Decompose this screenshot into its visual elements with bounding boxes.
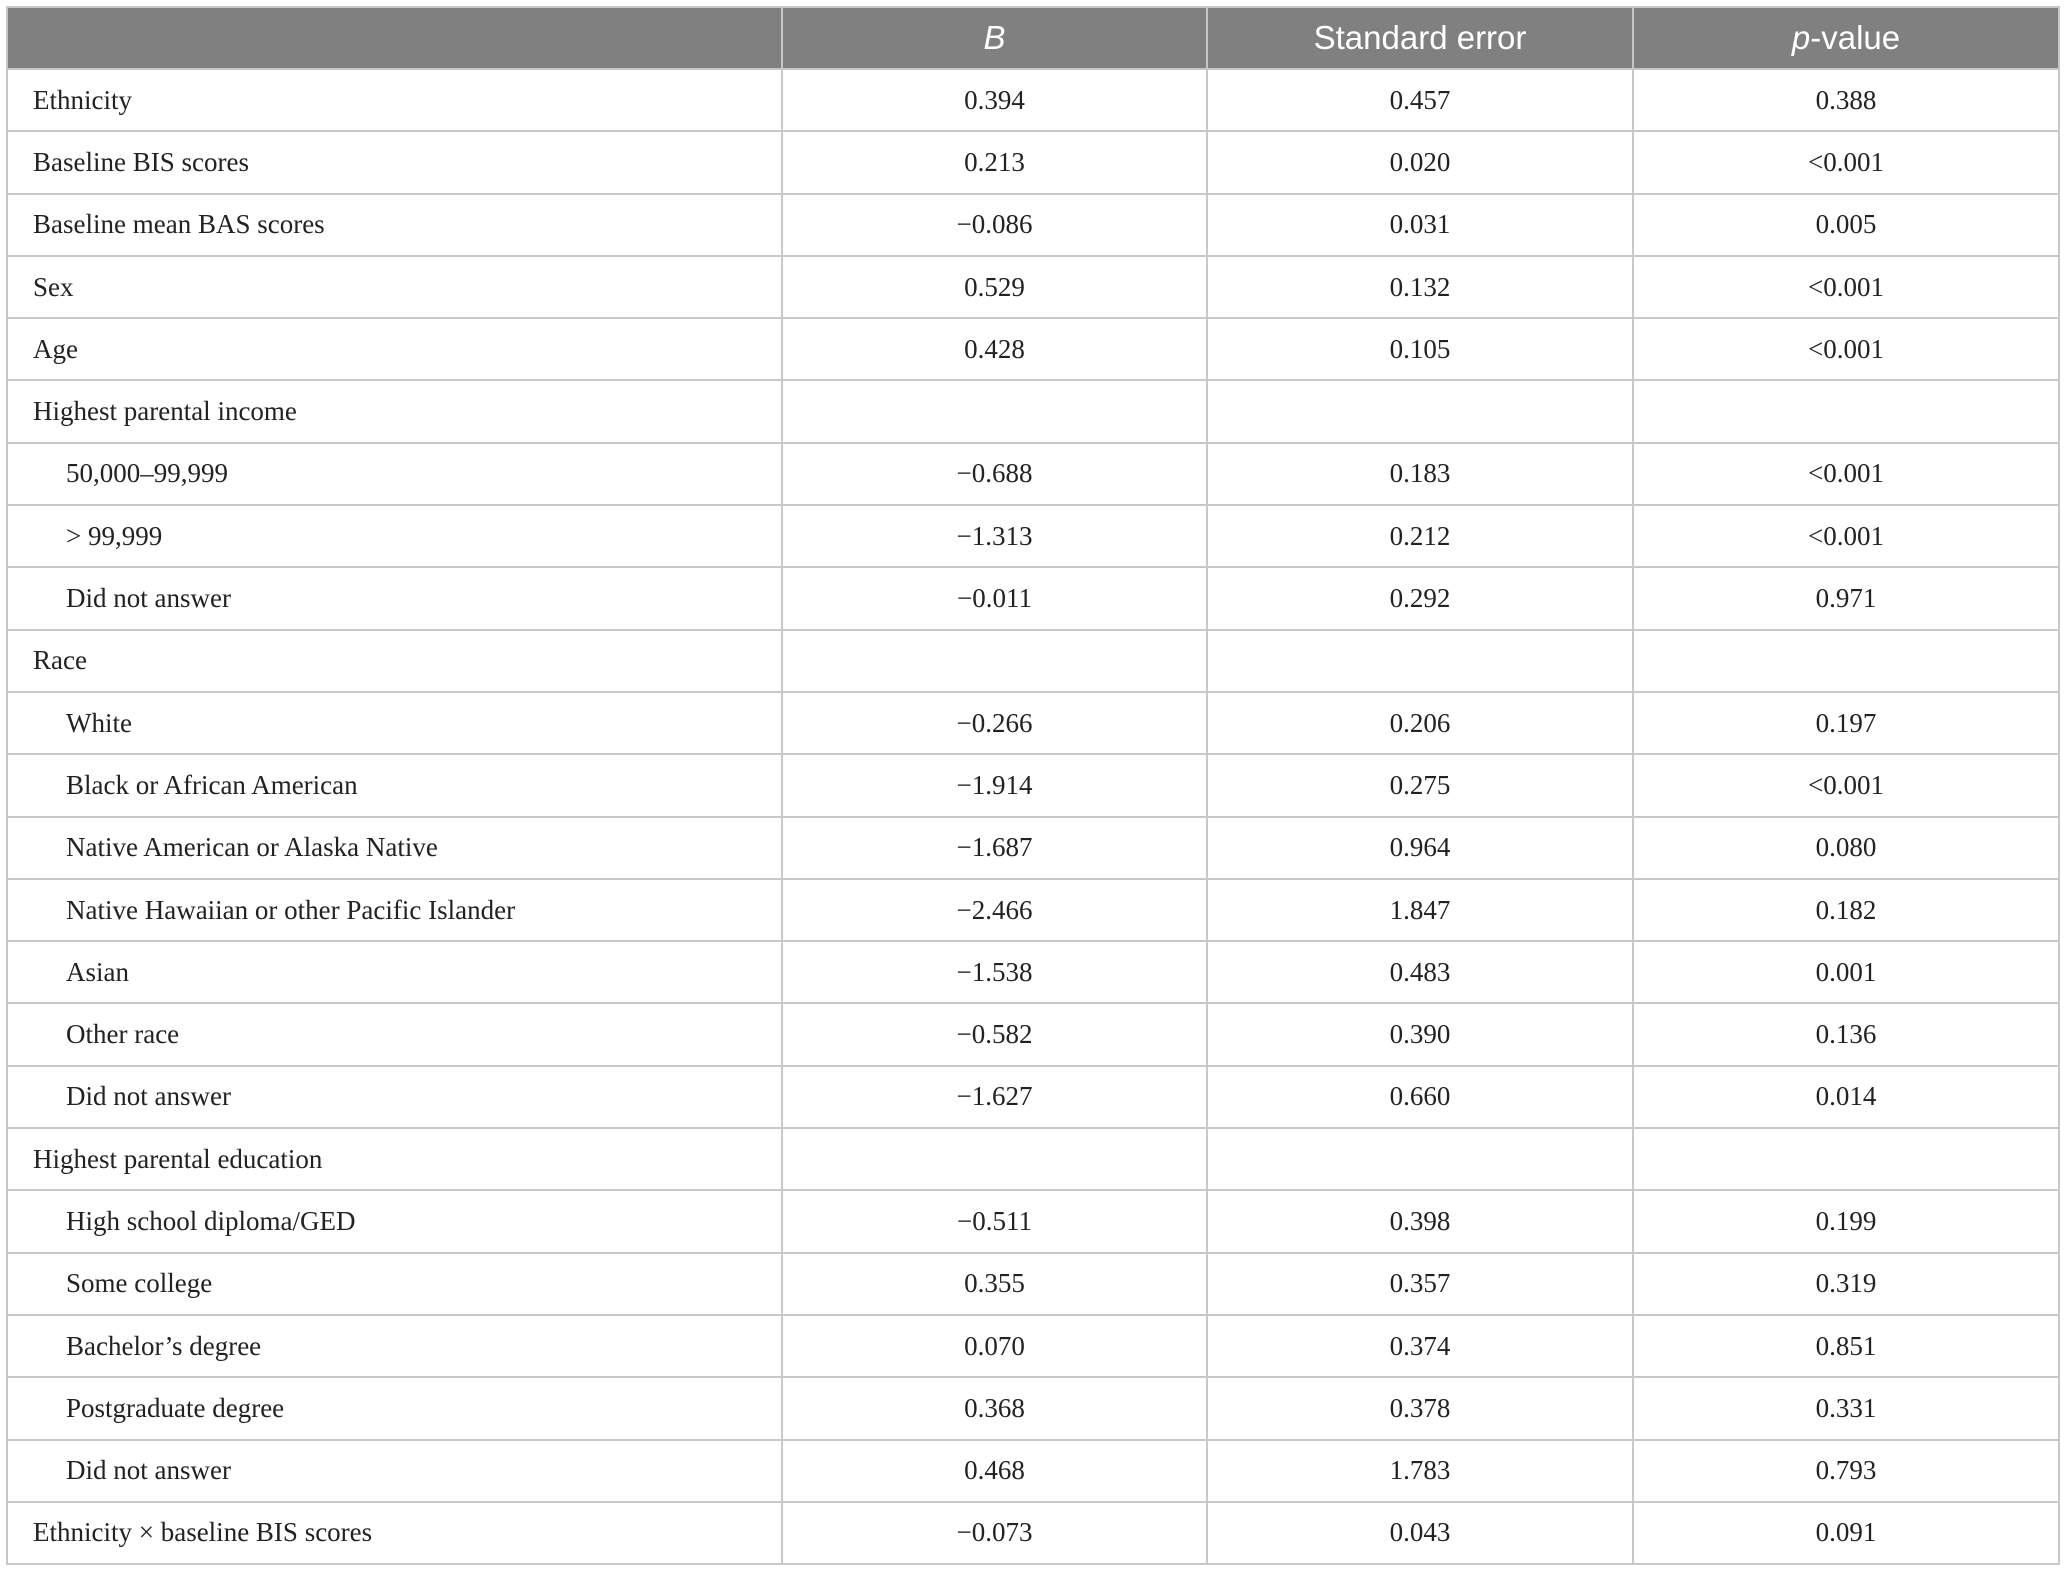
standard-error-cell: 1.783 bbox=[1207, 1440, 1633, 1502]
row-label: Native American or Alaska Native bbox=[7, 817, 782, 879]
standard-error-cell: 0.964 bbox=[1207, 817, 1633, 879]
standard-error-cell: 0.483 bbox=[1207, 941, 1633, 1003]
b-value-cell: 0.213 bbox=[782, 131, 1207, 193]
row-label: Baseline BIS scores bbox=[7, 131, 782, 193]
table-row bbox=[7, 1253, 2059, 1315]
standard-error-cell: 0.105 bbox=[1207, 318, 1633, 380]
row-label: Did not answer bbox=[7, 567, 782, 629]
standard-error-cell: 0.031 bbox=[1207, 194, 1633, 256]
standard-error-cell: 0.043 bbox=[1207, 1502, 1633, 1564]
b-value-cell bbox=[782, 1128, 1207, 1190]
p-value-cell: 0.388 bbox=[1633, 69, 2059, 131]
table-row bbox=[7, 256, 2059, 318]
b-value-cell: 0.529 bbox=[782, 256, 1207, 318]
standard-error-cell: 0.132 bbox=[1207, 256, 1633, 318]
row-label: Other race bbox=[7, 1003, 782, 1065]
row-label: High school diploma/GED bbox=[7, 1190, 782, 1252]
p-value-cell: 0.319 bbox=[1633, 1253, 2059, 1315]
row-label: Postgraduate degree bbox=[7, 1377, 782, 1439]
b-value-cell: −1.687 bbox=[782, 817, 1207, 879]
table-row bbox=[7, 817, 2059, 879]
table-row bbox=[7, 692, 2059, 754]
standard-error-cell: 0.374 bbox=[1207, 1315, 1633, 1377]
table-row bbox=[7, 1440, 2059, 1502]
p-value-cell bbox=[1633, 630, 2059, 692]
p-value-cell: 0.793 bbox=[1633, 1440, 2059, 1502]
row-label: 50,000–99,999 bbox=[7, 443, 782, 505]
standard-error-cell: 0.212 bbox=[1207, 505, 1633, 567]
b-value-cell: −0.073 bbox=[782, 1502, 1207, 1564]
b-value-cell: −1.914 bbox=[782, 754, 1207, 816]
standard-error-cell: 1.847 bbox=[1207, 879, 1633, 941]
header-standard-error: Standard error bbox=[1207, 7, 1633, 69]
row-label: Did not answer bbox=[7, 1066, 782, 1128]
b-value-cell: −0.582 bbox=[782, 1003, 1207, 1065]
p-value-cell: 0.080 bbox=[1633, 817, 2059, 879]
table-row bbox=[7, 69, 2059, 131]
p-value-cell bbox=[1633, 1128, 2059, 1190]
b-value-cell: −1.313 bbox=[782, 505, 1207, 567]
row-label: Race bbox=[7, 630, 782, 692]
standard-error-cell: 0.206 bbox=[1207, 692, 1633, 754]
header-p-italic: p bbox=[1791, 19, 1811, 56]
p-value-cell: <0.001 bbox=[1633, 318, 2059, 380]
header-label-cell bbox=[7, 7, 782, 69]
table-row bbox=[7, 131, 2059, 193]
table-row bbox=[7, 443, 2059, 505]
header-p-rest: -value bbox=[1810, 19, 1901, 56]
table-row bbox=[7, 1315, 2059, 1377]
b-value-cell bbox=[782, 630, 1207, 692]
standard-error-cell bbox=[1207, 630, 1633, 692]
table-row bbox=[7, 380, 2059, 442]
regression-table bbox=[6, 6, 2060, 1565]
standard-error-cell: 0.457 bbox=[1207, 69, 1633, 131]
p-value-cell: 0.014 bbox=[1633, 1066, 2059, 1128]
table-row bbox=[7, 1502, 2059, 1564]
p-value-cell: 0.197 bbox=[1633, 692, 2059, 754]
p-value-cell: 0.199 bbox=[1633, 1190, 2059, 1252]
b-value-cell: −2.466 bbox=[782, 879, 1207, 941]
table-row bbox=[7, 1190, 2059, 1252]
p-value-cell: 0.971 bbox=[1633, 567, 2059, 629]
p-value-cell: <0.001 bbox=[1633, 754, 2059, 816]
standard-error-cell: 0.357 bbox=[1207, 1253, 1633, 1315]
b-value-cell: −0.511 bbox=[782, 1190, 1207, 1252]
row-label: Asian bbox=[7, 941, 782, 1003]
standard-error-cell: 0.275 bbox=[1207, 754, 1633, 816]
b-value-cell bbox=[782, 380, 1207, 442]
table-row bbox=[7, 754, 2059, 816]
b-value-cell: 0.355 bbox=[782, 1253, 1207, 1315]
p-value-cell: 0.182 bbox=[1633, 879, 2059, 941]
b-value-cell: −0.266 bbox=[782, 692, 1207, 754]
row-label: Some college bbox=[7, 1253, 782, 1315]
header-b: B bbox=[782, 7, 1207, 69]
table-row bbox=[7, 941, 2059, 1003]
standard-error-cell: 0.660 bbox=[1207, 1066, 1633, 1128]
standard-error-cell: 0.020 bbox=[1207, 131, 1633, 193]
table-row bbox=[7, 630, 2059, 692]
b-value-cell: −0.011 bbox=[782, 567, 1207, 629]
b-value-cell: 0.468 bbox=[782, 1440, 1207, 1502]
table-row bbox=[7, 1066, 2059, 1128]
b-value-cell: −0.688 bbox=[782, 443, 1207, 505]
standard-error-cell: 0.378 bbox=[1207, 1377, 1633, 1439]
p-value-cell: <0.001 bbox=[1633, 256, 2059, 318]
b-value-cell: −0.086 bbox=[782, 194, 1207, 256]
table-row bbox=[7, 505, 2059, 567]
header-row bbox=[7, 7, 2059, 69]
standard-error-cell: 0.390 bbox=[1207, 1003, 1633, 1065]
table-header bbox=[7, 7, 2059, 69]
row-label: Baseline mean BAS scores bbox=[7, 194, 782, 256]
table-body bbox=[7, 69, 2059, 1564]
row-label: Ethnicity × baseline BIS scores bbox=[7, 1502, 782, 1564]
b-value-cell: 0.428 bbox=[782, 318, 1207, 380]
table-row bbox=[7, 318, 2059, 380]
p-value-cell: <0.001 bbox=[1633, 131, 2059, 193]
row-label: Bachelor’s degree bbox=[7, 1315, 782, 1377]
row-label: Sex bbox=[7, 256, 782, 318]
row-label: Native Hawaiian or other Pacific Islander bbox=[7, 879, 782, 941]
p-value-cell: <0.001 bbox=[1633, 443, 2059, 505]
standard-error-cell bbox=[1207, 380, 1633, 442]
table-row bbox=[7, 879, 2059, 941]
b-value-cell: 0.394 bbox=[782, 69, 1207, 131]
p-value-cell bbox=[1633, 380, 2059, 442]
standard-error-cell: 0.292 bbox=[1207, 567, 1633, 629]
row-label: > 99,999 bbox=[7, 505, 782, 567]
row-label: Black or African American bbox=[7, 754, 782, 816]
p-value-cell: 0.331 bbox=[1633, 1377, 2059, 1439]
b-value-cell: 0.368 bbox=[782, 1377, 1207, 1439]
row-label: Ethnicity bbox=[7, 69, 782, 131]
p-value-cell: 0.091 bbox=[1633, 1502, 2059, 1564]
table-row bbox=[7, 1377, 2059, 1439]
b-value-cell: −1.538 bbox=[782, 941, 1207, 1003]
table-row bbox=[7, 1128, 2059, 1190]
p-value-cell: 0.851 bbox=[1633, 1315, 2059, 1377]
row-label: Age bbox=[7, 318, 782, 380]
standard-error-cell: 0.398 bbox=[1207, 1190, 1633, 1252]
b-value-cell: 0.070 bbox=[782, 1315, 1207, 1377]
b-value-cell: −1.627 bbox=[782, 1066, 1207, 1128]
row-label: Highest parental income bbox=[7, 380, 782, 442]
row-label: Did not answer bbox=[7, 1440, 782, 1502]
row-label: Highest parental education bbox=[7, 1128, 782, 1190]
row-label: White bbox=[7, 692, 782, 754]
table-row bbox=[7, 567, 2059, 629]
table-row bbox=[7, 194, 2059, 256]
p-value-cell: 0.005 bbox=[1633, 194, 2059, 256]
header-p-value bbox=[1633, 7, 2059, 69]
table-row bbox=[7, 1003, 2059, 1065]
p-value-cell: 0.001 bbox=[1633, 941, 2059, 1003]
standard-error-cell: 0.183 bbox=[1207, 443, 1633, 505]
p-value-cell: <0.001 bbox=[1633, 505, 2059, 567]
p-value-cell: 0.136 bbox=[1633, 1003, 2059, 1065]
standard-error-cell bbox=[1207, 1128, 1633, 1190]
